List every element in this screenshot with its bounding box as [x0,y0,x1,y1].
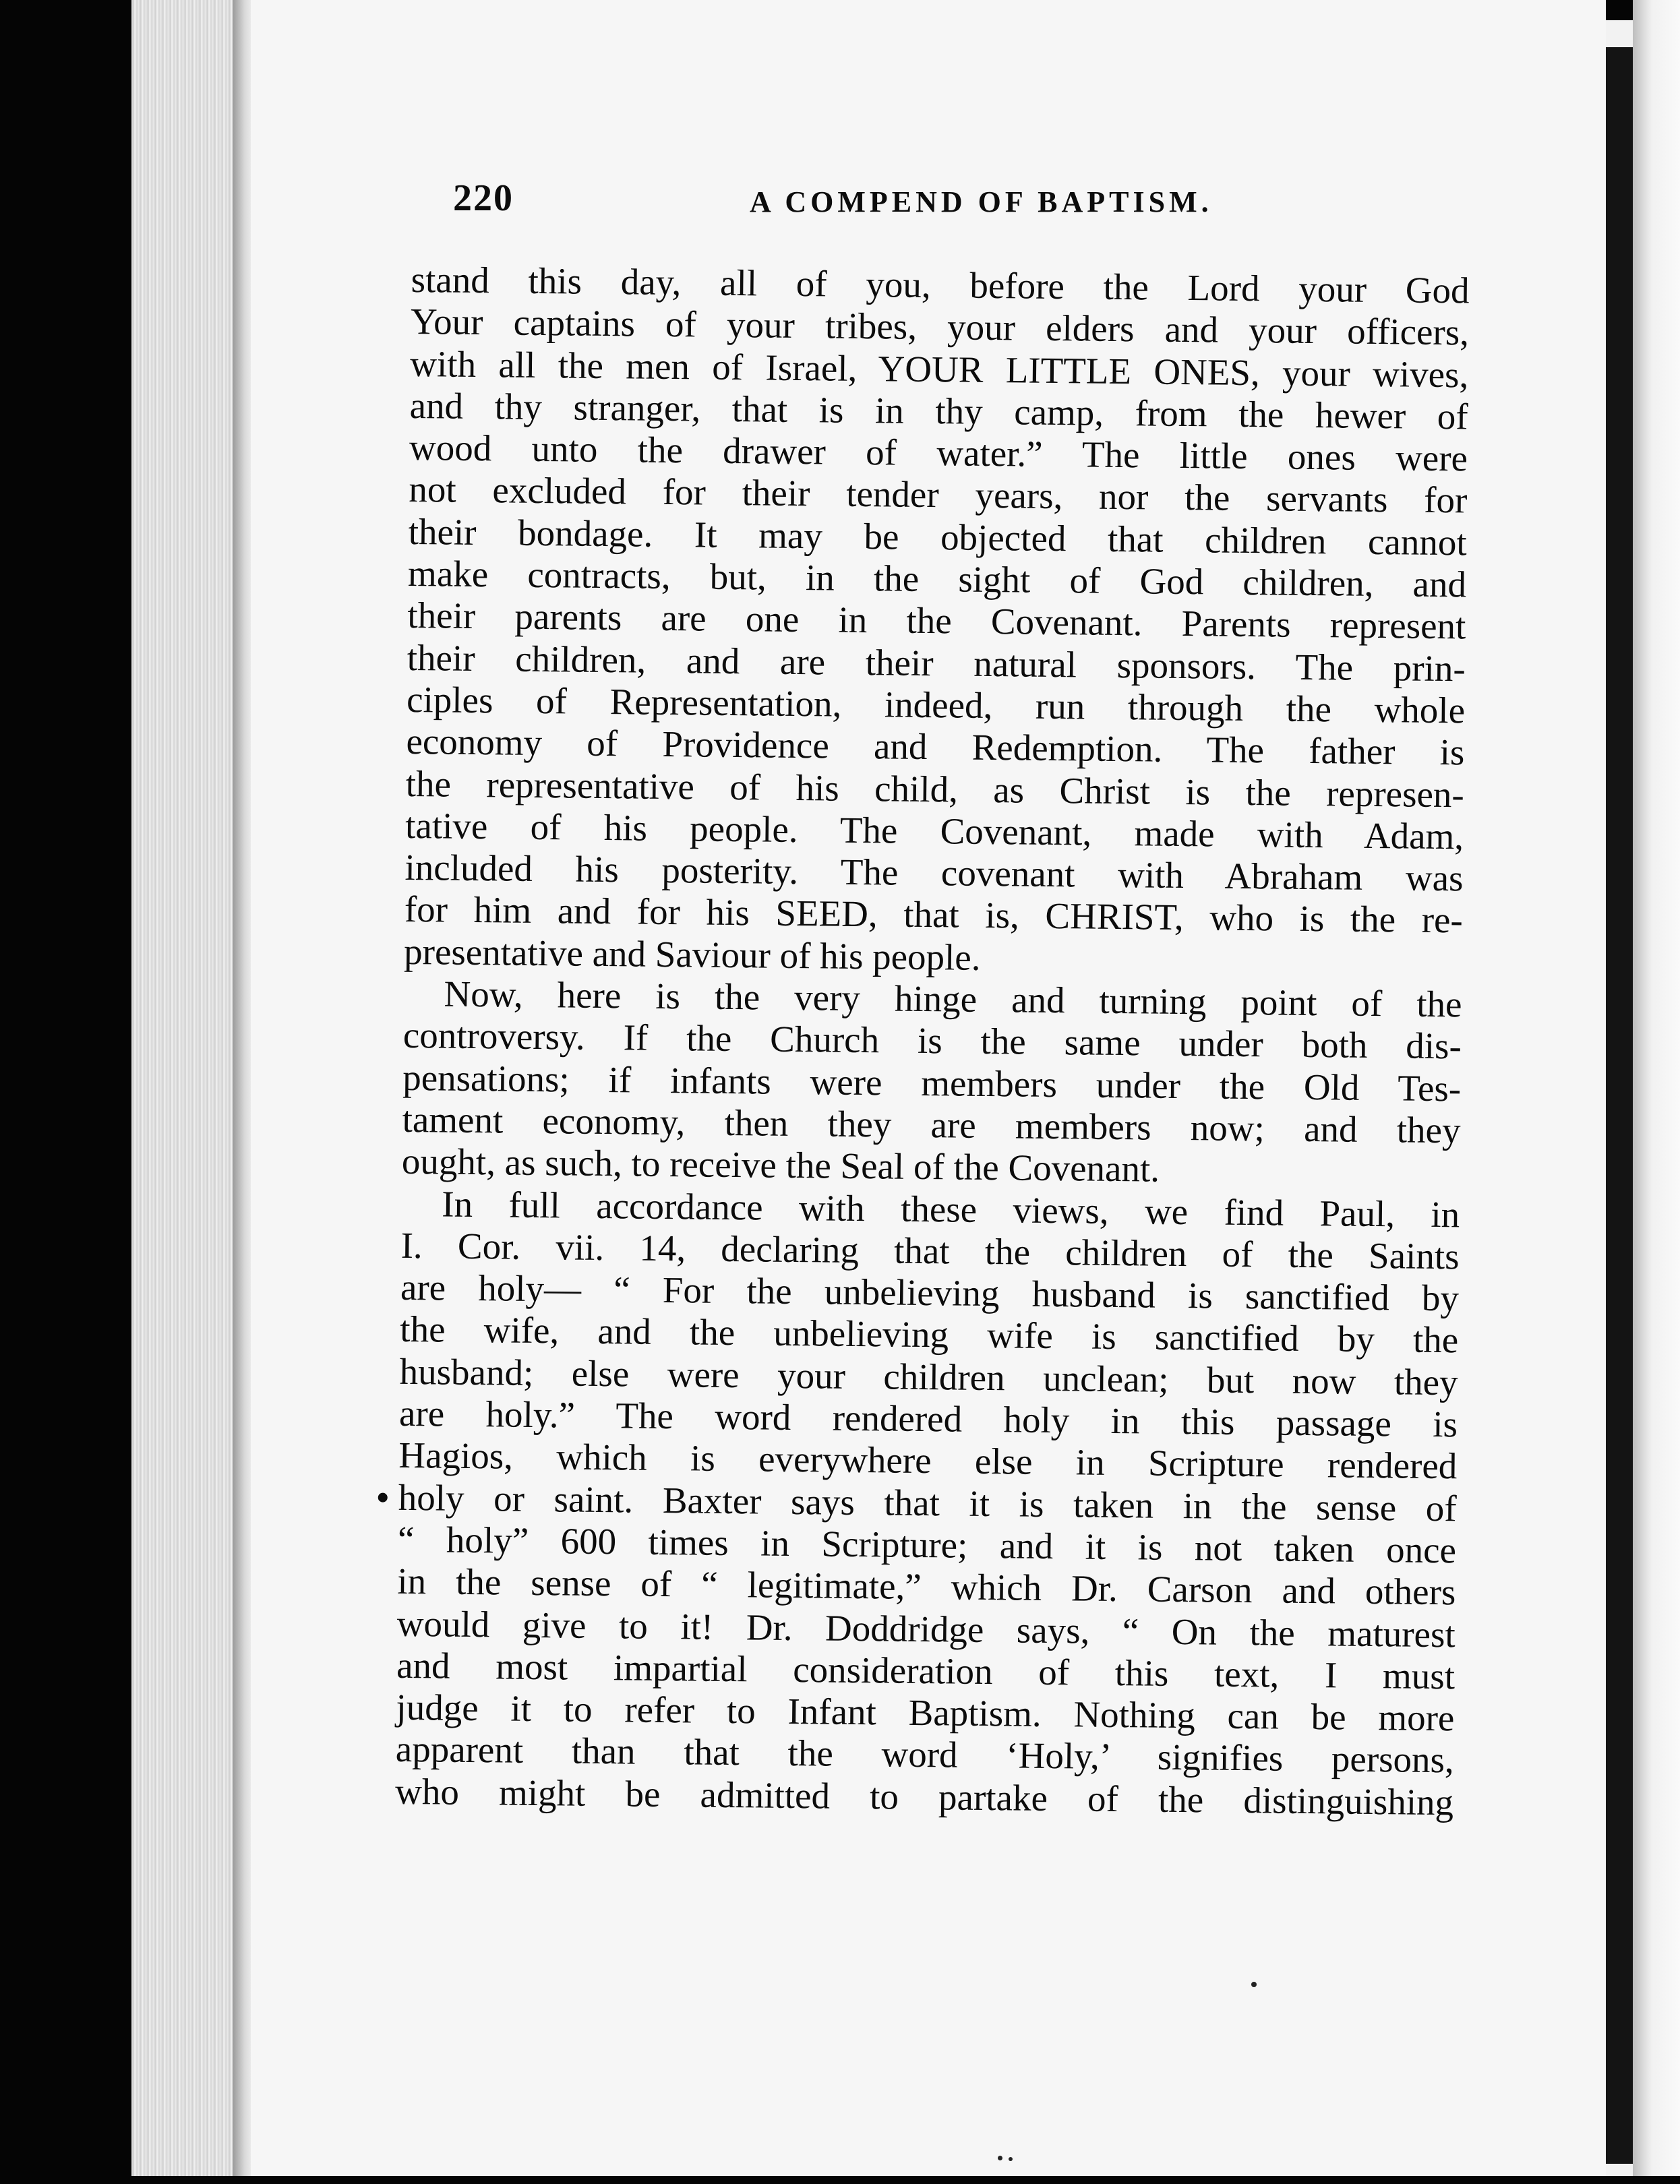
paragraph-start-line: Now, here is the very hinge and turning point of the [444,973,1462,1025]
text-line: apparent than that the word ‘Holy,’ signifies persons, [395,1728,1455,1781]
text-line: pensations; if infants were members under the Old Tes- [402,1056,1462,1110]
text-line: with all the men of Israel, YOUR LITTLE ONES, your wives, [410,342,1469,396]
page-header [453,177,1215,237]
text-line: tament economy, then they are members now; and they [402,1098,1461,1151]
text-line: and most impartial consideration of this text, I must [396,1644,1456,1697]
speck [1009,2157,1013,2161]
text-line: not excluded for their tender years, nor the servants for [409,468,1468,521]
text-line: the wife, and the unbelieving wife is sanctified by the [400,1308,1459,1361]
text-line: presentative and Saviour of his people. [403,930,981,978]
text-line: the representative of his child, as Christ is the represen- [405,762,1465,815]
text-line: included his posterity. The covenant with Abraham was [404,847,1464,899]
text-line: controversy. If the Church is the same under both dis- [402,1014,1462,1067]
text-line: who might be admitted to partake of the distinguishing [394,1770,1454,1823]
page-number: 220 [453,177,514,219]
text-line: I. Cor. vii. 14, declaring that the children of the Saints [400,1224,1460,1277]
margin-mark [378,1492,388,1502]
text-line: make contracts, but, in the sight of God children, and [407,553,1467,605]
text-line: Your captains of your tribes, your elders and your officers, [410,301,1470,353]
running-head: A COMPEND OF BAPTISM. [750,185,1213,218]
speck [1251,1982,1257,1987]
text-line: their parents are one in the Covenant. Parents represent [407,595,1466,647]
text-line: would give to it! Dr. Doddridge says, “ On the maturest [396,1602,1456,1655]
text-line: for him and for his SEED, that is, CHRIST, who is the re- [404,888,1464,941]
text-line: ought, as such, to receive the Seal of the Covenant. [401,1141,1160,1190]
text-line: stand this day, all of you, before the Lord your God [411,259,1470,311]
page-gutter-shadow [233,0,253,2184]
text-line: Hagios, which is everywhere else in Scripture rendered [398,1434,1458,1487]
text-line: tative of his people. The Covenant, made with Adam, [404,804,1464,857]
book-page-edges [131,0,246,2184]
text-line: husband; else were your children unclean; but now they [399,1350,1458,1403]
text-line: ciples of Representation, indeed, run through the whole [406,678,1466,731]
facing-page-edge [1633,0,1680,2184]
text-line: judge it to refer to Infant Baptism. Nothing can be more [396,1686,1455,1739]
text-line: their bondage. It may be objected that children cannot [408,510,1467,564]
text-line: wood unto the drawer of water.” The little ones were [409,427,1468,479]
text-line: in the sense of “ legitimate,” which Dr. Carson and others [397,1560,1456,1613]
speck [998,2156,1002,2160]
book-binding-edge [1606,47,1633,2164]
text-line: and thy stranger, that is in thy camp, from the hewer of [409,384,1468,437]
paragraph-start-line: In full accordance with these views, we find Paul, in [442,1183,1460,1235]
text-line: are holy— “ For the unbelieving husband is sanctified by [400,1267,1460,1319]
body-text [395,259,1470,1823]
scanner-frame-bottom [0,2176,1680,2184]
text-line: their children, and are their natural sponsors. The prin- [407,636,1466,690]
text-line: economy of Providence and Redemption. The father is [406,721,1465,773]
text-line-content: holy or saint. Baxter says that it is taken in the sense of [398,1476,1457,1529]
text-line: “ holy” 600 times in Scripture; and it is not taken once [397,1518,1457,1571]
scanner-frame-left [0,0,131,2184]
text-line: are holy.” The word rendered holy in this passage is [398,1392,1458,1445]
